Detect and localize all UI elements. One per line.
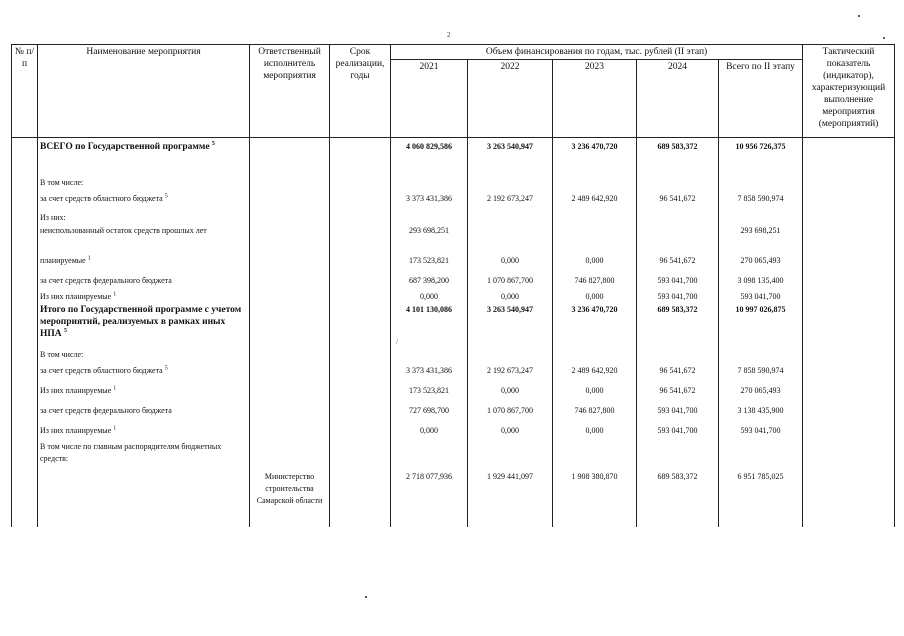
- responsible-cell: [250, 381, 330, 401]
- amount-cell: [553, 177, 637, 190]
- amount-cell: 270 065,493: [719, 381, 803, 401]
- amount-cell: 3 373 431,386: [391, 361, 468, 381]
- row-name-cell: [38, 401, 250, 421]
- row-name: за счет средств федерального бюджета: [40, 405, 172, 415]
- amount-cell: 4 101 130,086: [391, 304, 468, 346]
- responsible-cell: [250, 421, 330, 441]
- indicator-cell: [803, 225, 895, 251]
- amount-cell: [468, 441, 553, 467]
- amount-cell: [637, 177, 719, 190]
- amount-cell: 689 583,372: [637, 304, 719, 346]
- amount-cell: 270 065,493: [719, 251, 803, 271]
- term-cell: [330, 271, 391, 291]
- table-row: [12, 421, 895, 441]
- row-name-cell: [38, 190, 250, 212]
- term-cell: [330, 346, 391, 361]
- footnote-marker: 5: [211, 140, 215, 147]
- row-name-cell: [38, 251, 250, 271]
- indicator-cell: [803, 177, 895, 190]
- amount-cell: [719, 177, 803, 190]
- term-cell: [330, 291, 391, 304]
- amount-cell: [391, 177, 468, 190]
- footnote-marker: 1: [113, 424, 117, 431]
- table-row: [12, 225, 895, 251]
- row-number-cell: [12, 467, 38, 527]
- col-indicator-header: Тактический показатель (индикатор), характеризующий выполнение мероприятия (мероприятий): [803, 45, 895, 138]
- amount-cell: 173 523,821: [391, 381, 468, 401]
- amount-cell: 746 827,800: [553, 271, 637, 291]
- amount-cell: 96 541,672: [637, 190, 719, 212]
- table-row: [12, 190, 895, 212]
- table-row: [12, 361, 895, 381]
- row-name-cell: [38, 271, 250, 291]
- amount-cell: 593 041,700: [637, 271, 719, 291]
- row-number-cell: [12, 304, 38, 346]
- financing-table: [11, 44, 895, 527]
- term-cell: [330, 441, 391, 467]
- row-number-cell: [12, 138, 38, 177]
- col-number-header: № п/п: [12, 45, 38, 138]
- amount-cell: 0,000: [468, 421, 553, 441]
- responsible-cell: [250, 346, 330, 361]
- amount-cell: 1 070 867,700: [468, 271, 553, 291]
- indicator-cell: [803, 381, 895, 401]
- amount-cell: 1 908 380,870: [553, 467, 637, 527]
- indicator-cell: [803, 190, 895, 212]
- row-name-cell: [38, 381, 250, 401]
- amount-cell: [553, 346, 637, 361]
- row-name-cell: [38, 467, 250, 527]
- table-row: [12, 212, 895, 225]
- amount-cell: 0,000: [468, 291, 553, 304]
- amount-cell: 0,000: [468, 251, 553, 271]
- responsible-cell: [250, 271, 330, 291]
- responsible-cell: [250, 225, 330, 251]
- col-financing-header: Объем финансирования по годам, тыс. рублей (II этап): [391, 45, 803, 60]
- indicator-cell: [803, 401, 895, 421]
- indicator-cell: [803, 361, 895, 381]
- amount-cell: [553, 441, 637, 467]
- indicator-cell: [803, 421, 895, 441]
- amount-cell: 0,000: [553, 421, 637, 441]
- amount-cell: 293 698,251: [391, 225, 468, 251]
- amount-cell: [719, 346, 803, 361]
- row-name: В том числе:: [40, 349, 84, 359]
- footnote-marker: 5: [64, 327, 68, 334]
- amount-cell: 727 698,700: [391, 401, 468, 421]
- row-name-cell: [38, 441, 250, 467]
- table-row: [12, 381, 895, 401]
- footnote-marker: 1: [113, 384, 117, 391]
- page-number: 2: [447, 31, 451, 39]
- footnote-marker: 1: [113, 290, 117, 297]
- row-number-cell: [12, 225, 38, 251]
- amount-cell: 96 541,672: [637, 381, 719, 401]
- amount-cell: 593 041,700: [719, 291, 803, 304]
- indicator-cell: [803, 304, 895, 346]
- row-name: Итого по Государственной программе с учетом мероприятий, реализуемых в рамках иных НПА: [40, 304, 242, 339]
- year-header: 2023: [553, 60, 637, 138]
- row-number-cell: [12, 361, 38, 381]
- row-name-cell: [38, 304, 250, 346]
- row-number-cell: [12, 291, 38, 304]
- amount-cell: [391, 346, 468, 361]
- term-cell: [330, 190, 391, 212]
- table-row: [12, 441, 895, 467]
- scan-speck: [365, 596, 367, 598]
- footnote-marker: 1: [87, 254, 91, 261]
- year-header: 2022: [468, 60, 553, 138]
- amount-cell: 593 041,700: [637, 291, 719, 304]
- term-cell: [330, 177, 391, 190]
- amount-cell: 3 098 135,400: [719, 271, 803, 291]
- responsible-cell: [250, 291, 330, 304]
- scan-speck: [883, 37, 885, 39]
- row-name: неиспользованный остаток средств прошлых лет: [40, 225, 207, 235]
- amount-cell: 293 698,251: [719, 225, 803, 251]
- row-name: планируемые: [40, 255, 86, 265]
- amount-cell: [553, 225, 637, 251]
- amount-cell: 0,000: [468, 381, 553, 401]
- indicator-cell: [803, 291, 895, 304]
- amount-cell: 593 041,700: [637, 421, 719, 441]
- responsible-cell: [250, 177, 330, 190]
- scan-mark: /: [396, 337, 399, 346]
- row-name-cell: [38, 361, 250, 381]
- responsible-cell: [250, 138, 330, 177]
- row-name: за счет средств областного бюджета: [40, 365, 163, 375]
- amount-cell: 0,000: [553, 381, 637, 401]
- responsible-cell: [250, 212, 330, 225]
- responsible-cell: [250, 441, 330, 467]
- row-name-cell: [38, 138, 250, 177]
- row-number-cell: [12, 381, 38, 401]
- row-name: Из них планируемые: [40, 291, 112, 301]
- term-cell: [330, 138, 391, 177]
- total-header: Всего по II этапу: [719, 60, 803, 138]
- amount-cell: 746 827,800: [553, 401, 637, 421]
- amount-cell: [637, 225, 719, 251]
- col-name-header: Наименование мероприятия: [38, 45, 250, 138]
- table-row: [12, 304, 895, 346]
- row-number-cell: [12, 441, 38, 467]
- row-name-cell: [38, 291, 250, 304]
- row-number-cell: [12, 346, 38, 361]
- indicator-cell: [803, 441, 895, 467]
- responsible-cell: [250, 401, 330, 421]
- amount-cell: [468, 346, 553, 361]
- amount-cell: 7 858 590,974: [719, 190, 803, 212]
- table-row: [12, 138, 895, 177]
- amount-cell: 2 718 077,936: [391, 467, 468, 527]
- amount-cell: 0,000: [391, 291, 468, 304]
- amount-cell: 2 489 642,920: [553, 190, 637, 212]
- amount-cell: 689 583,372: [637, 138, 719, 177]
- amount-cell: 3 138 435,900: [719, 401, 803, 421]
- row-name: за счет средств областного бюджета: [40, 193, 163, 203]
- row-name: Из них:: [40, 212, 66, 222]
- term-cell: [330, 225, 391, 251]
- amount-cell: [637, 441, 719, 467]
- term-cell: [330, 304, 391, 346]
- amount-cell: 3 373 431,386: [391, 190, 468, 212]
- row-number-cell: [12, 251, 38, 271]
- amount-cell: 10 956 726,375: [719, 138, 803, 177]
- indicator-cell: [803, 212, 895, 225]
- responsible-cell: Министерство строительства Самарской области: [250, 467, 330, 527]
- term-cell: [330, 212, 391, 225]
- table-row: [12, 467, 895, 527]
- amount-cell: 96 541,672: [637, 361, 719, 381]
- amount-cell: 3 263 540,947: [468, 138, 553, 177]
- row-number-cell: [12, 421, 38, 441]
- indicator-cell: [803, 346, 895, 361]
- footnote-marker: 5: [164, 192, 168, 199]
- amount-cell: 593 041,700: [719, 421, 803, 441]
- responsible-cell: [250, 190, 330, 212]
- indicator-cell: [803, 467, 895, 527]
- amount-cell: 1 070 867,700: [468, 401, 553, 421]
- row-name-cell: [38, 177, 250, 190]
- amount-cell: 6 951 785,025: [719, 467, 803, 527]
- amount-cell: [719, 212, 803, 225]
- row-number-cell: [12, 271, 38, 291]
- row-number-cell: [12, 401, 38, 421]
- amount-cell: 1 929 441,097: [468, 467, 553, 527]
- amount-cell: 3 263 540,947: [468, 304, 553, 346]
- table-row: [12, 346, 895, 361]
- term-cell: [330, 401, 391, 421]
- table-row: [12, 401, 895, 421]
- col-responsible-header: Ответственный исполнитель мероприятия: [250, 45, 330, 138]
- amount-cell: 10 997 026,875: [719, 304, 803, 346]
- row-name: Из них планируемые: [40, 385, 112, 395]
- term-cell: [330, 421, 391, 441]
- amount-cell: [391, 441, 468, 467]
- table-row: [12, 177, 895, 190]
- amount-cell: 2 192 673,247: [468, 361, 553, 381]
- indicator-cell: [803, 251, 895, 271]
- row-name: ВСЕГО по Государственной программе: [40, 142, 210, 152]
- row-name: В том числе по главным распорядителям бюджетных средств:: [40, 441, 222, 463]
- amount-cell: 687 398,200: [391, 271, 468, 291]
- responsible-cell: [250, 251, 330, 271]
- amount-cell: 0,000: [391, 421, 468, 441]
- row-name-cell: [38, 225, 250, 251]
- amount-cell: 7 858 590,974: [719, 361, 803, 381]
- amount-cell: [391, 212, 468, 225]
- amount-cell: 173 523,821: [391, 251, 468, 271]
- amount-cell: [719, 441, 803, 467]
- amount-cell: [637, 212, 719, 225]
- amount-cell: [637, 346, 719, 361]
- responsible-cell: [250, 361, 330, 381]
- table-row: [12, 291, 895, 304]
- amount-cell: 2 192 673,247: [468, 190, 553, 212]
- row-name-cell: [38, 421, 250, 441]
- amount-cell: 96 541,672: [637, 251, 719, 271]
- amount-cell: 689 583,372: [637, 467, 719, 527]
- row-number-cell: [12, 177, 38, 190]
- term-cell: [330, 251, 391, 271]
- amount-cell: 0,000: [553, 291, 637, 304]
- indicator-cell: [803, 271, 895, 291]
- amount-cell: 4 060 829,586: [391, 138, 468, 177]
- row-name: за счет средств федерального бюджета: [40, 275, 172, 285]
- year-header: 2021: [391, 60, 468, 138]
- row-number-cell: [12, 190, 38, 212]
- row-number-cell: [12, 212, 38, 225]
- row-name-cell: [38, 212, 250, 225]
- table-body: [12, 138, 895, 527]
- amount-cell: 3 236 470,720: [553, 304, 637, 346]
- amount-cell: 593 041,700: [637, 401, 719, 421]
- responsible-cell: [250, 304, 330, 346]
- amount-cell: [468, 177, 553, 190]
- year-header: 2024: [637, 60, 719, 138]
- row-name: В том числе:: [40, 177, 84, 187]
- amount-cell: 3 236 470,720: [553, 138, 637, 177]
- term-cell: [330, 467, 391, 527]
- table-row: [12, 271, 895, 291]
- amount-cell: [468, 212, 553, 225]
- term-cell: [330, 381, 391, 401]
- term-cell: [330, 361, 391, 381]
- col-term-header: Срок реализации, годы: [330, 45, 391, 138]
- row-name-cell: [38, 346, 250, 361]
- scan-speck: [858, 15, 860, 17]
- footnote-marker: 5: [164, 364, 168, 371]
- indicator-cell: [803, 138, 895, 177]
- amount-cell: [553, 212, 637, 225]
- amount-cell: 2 489 642,920: [553, 361, 637, 381]
- table-row: [12, 251, 895, 271]
- amount-cell: 0,000: [553, 251, 637, 271]
- row-name: Из них планируемые: [40, 425, 112, 435]
- amount-cell: [468, 225, 553, 251]
